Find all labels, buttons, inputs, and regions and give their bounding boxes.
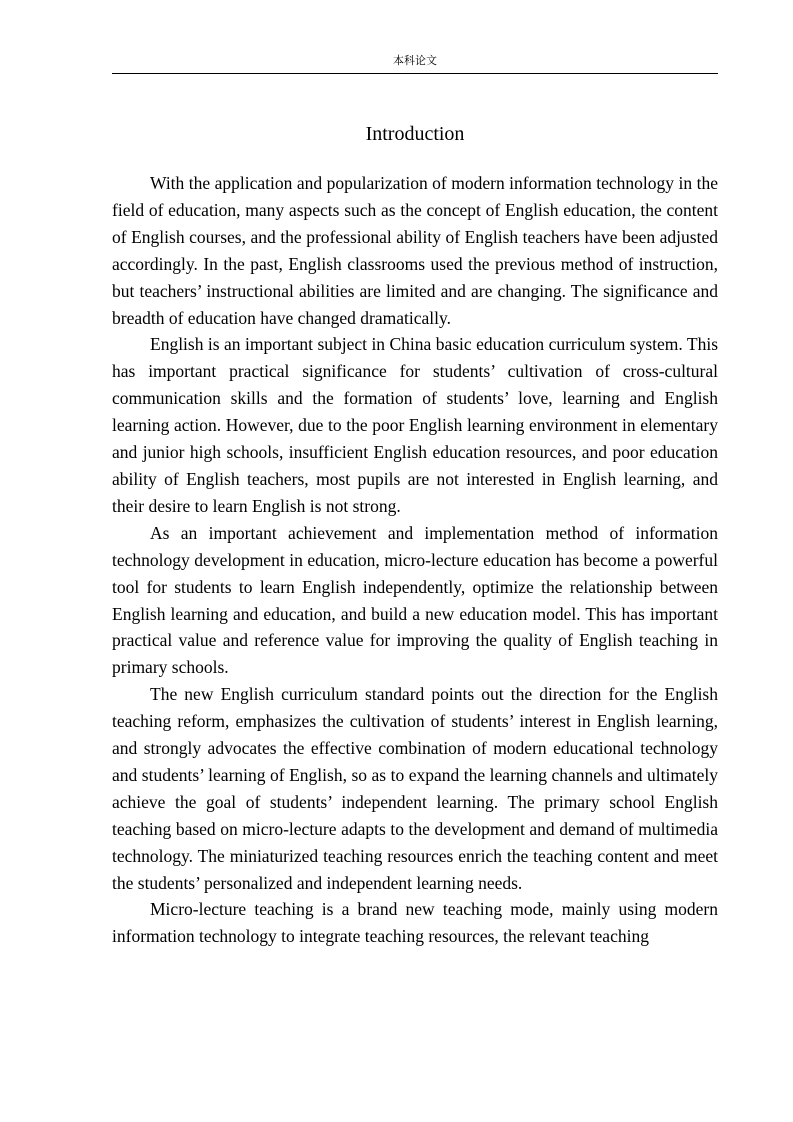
paragraph: As an important achievement and implementation method of information technology development in education, micro-lecture education has become a powerful tool for students to learn English independently, optimize the relationship between English learning and education, and build a new education model. This has important practical value and reference value for improving the quality of English teaching in primary schools.	[112, 522, 718, 678]
paragraph: Micro-lecture teaching is a brand new teaching mode, mainly using modern information technology to integrate teaching resources, the relevant teaching	[112, 899, 718, 947]
paragraph: With the application and popularization of modern information technology in the field of education, many aspects such as the concept of English education, the content of English courses, and the professional ability of English teachers have been adjusted accordingly. In the past, English classrooms used the previous method of instruction, but teachers’ instructional abilities are limited and are changing. The significance and breadth of education have changed dramatically.	[112, 173, 718, 328]
section-title: Introduction	[365, 123, 465, 145]
header-rule	[112, 73, 718, 74]
paragraph: The new English curriculum standard points out the direction for the English teaching reform, emphasizes the cultivation of students’ interest in English learning, and strongly advocates the effective combination of modern educational technology and students’ learning of English, so as to expand the learning channels and ultimately achieve the goal of students’ independent learning. The primary school English teaching based on micro-lecture adapts to the development and demand of multimedia technology. The miniaturized teaching resources enrich the teaching content and meet the students’ personalized and independent learning needs.	[112, 684, 718, 893]
paragraph: English is an important subject in China basic education curriculum system. This has important practical significance for students’ cultivation of cross-cultural communication skills and the formation of students’ love, learning and English learning action. However, due to the poor English learning environment in elementary and junior high schools, insufficient English education resources, and poor education ability of English teachers, most pupils are not interested in English learning, and their desire to learn English is not strong.	[112, 334, 718, 516]
running-header: 本科论文	[393, 54, 437, 67]
body-text	[112, 170, 718, 950]
